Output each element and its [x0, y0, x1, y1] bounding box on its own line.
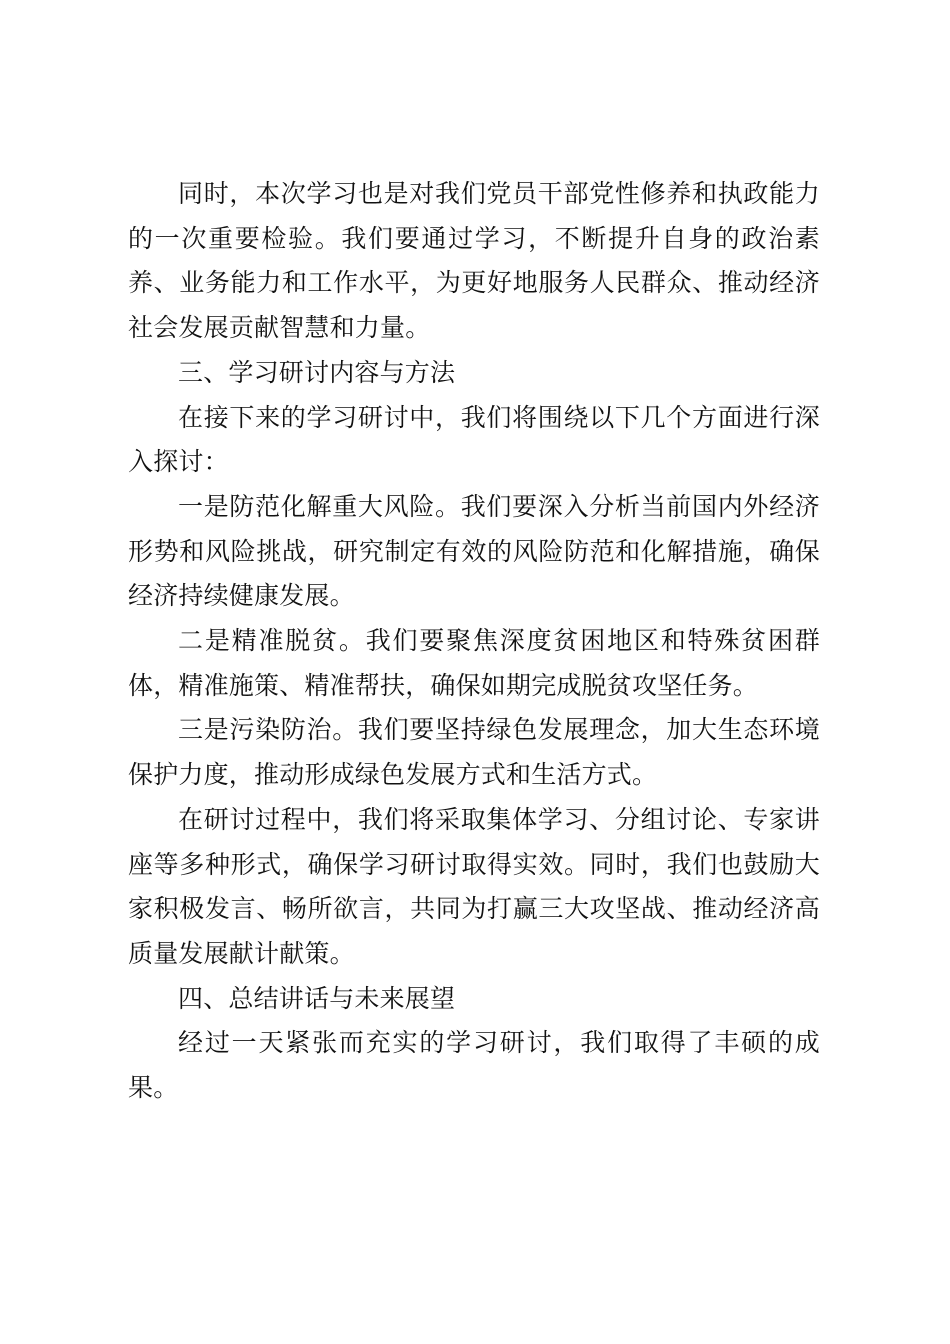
paragraph-discussion-intro: 在接下来的学习研讨中，我们将围绕以下几个方面进行深入探讨： — [128, 402, 820, 477]
paragraph-results: 经过一天紧张而充实的学习研讨，我们取得了丰硕的成果。 — [128, 1028, 820, 1103]
section-heading-summary-and-outlook: 四、总结讲话与未来展望 — [178, 983, 456, 1013]
document-body — [128, 172, 820, 1111]
section-heading-content-and-methods: 三、学习研讨内容与方法 — [178, 357, 456, 387]
paragraph-risk-prevention: 一是防范化解重大风险。我们要深入分析当前国内外经济形势和风险挑战，研究制定有效的风险防范和化解措施，确保经济持续健康发展。 — [128, 491, 820, 611]
paragraph-poverty-alleviation: 二是精准脱贫。我们要聚焦深度贫困地区和特殊贫困群体，精准施策、精准帮扶，确保如期完成脱贫攻坚任务。 — [128, 626, 820, 700]
paragraph-discussion-forms: 在研讨过程中，我们将采取集体学习、分组讨论、专家讲座等多种形式，确保学习研讨取得实效。同时，我们也鼓励大家积极发言、畅所欲言，共同为打赢三大攻坚战、推动经济高质量发展献计献策。 — [128, 804, 820, 968]
paragraph-pollution-control: 三是污染防治。我们要坚持绿色发展理念，加大生态环境保护力度，推动形成绿色发展方式和生活方式。 — [128, 715, 820, 790]
paragraph-party-spirit-test: 同时，本次学习也是对我们党员干部党性修养和执政能力的一次重要检验。我们要通过学习，不断提升自身的政治素养、业务能力和工作水平，为更好地服务人民群众、推动经济社会发展贡献智慧和力量。 — [128, 179, 820, 343]
